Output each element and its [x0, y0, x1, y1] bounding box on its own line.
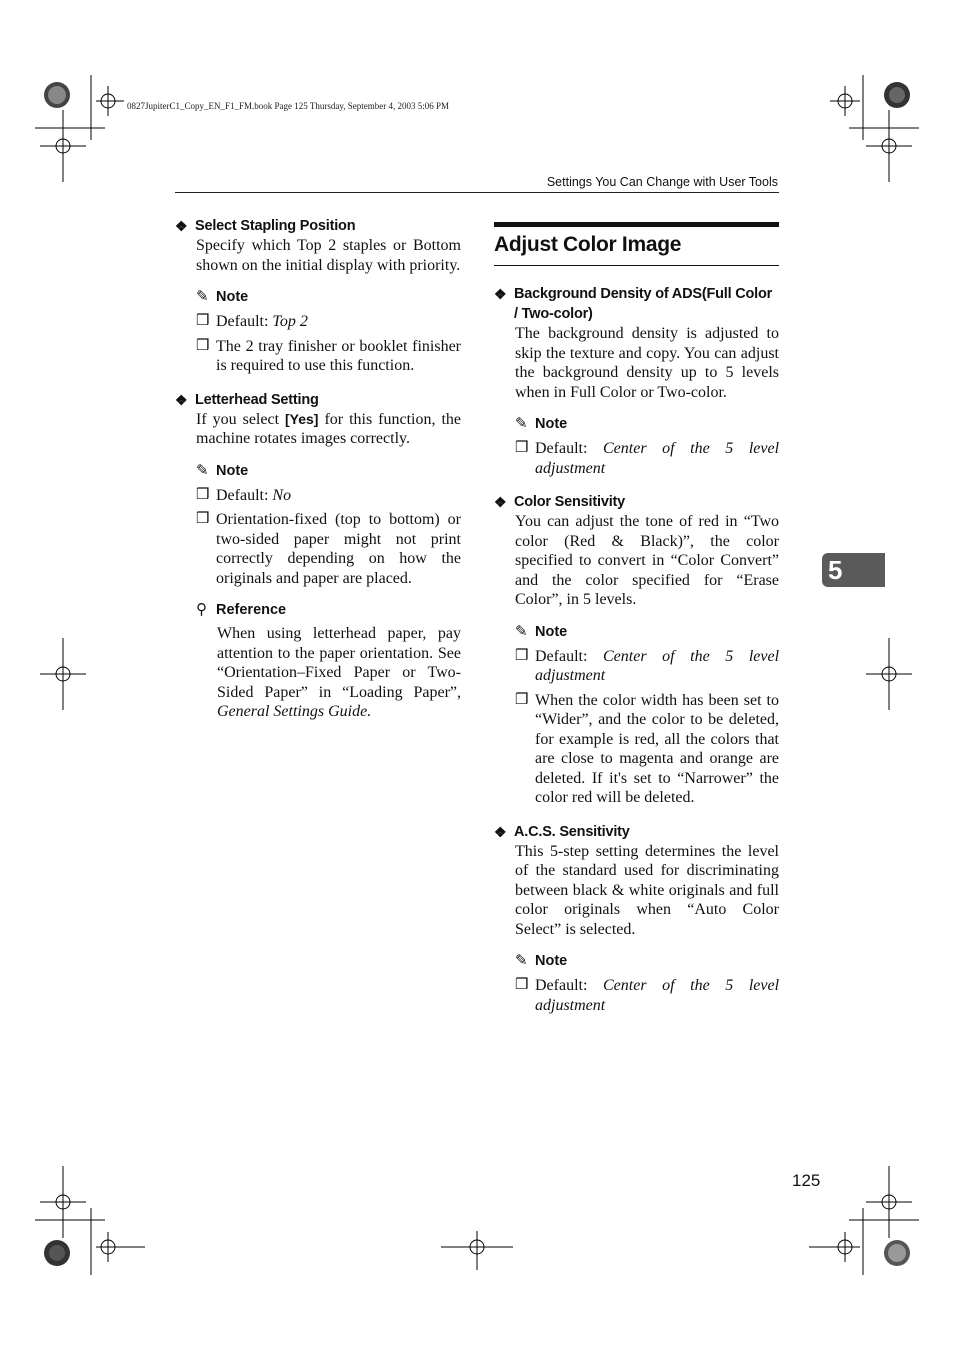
- note-bullet: [196, 486, 461, 506]
- diamond-bullet-icon: ❖: [494, 494, 507, 510]
- checkbox-bullet-icon: ❒: [515, 647, 529, 664]
- item-body: The background density is adjusted to skip the texture and copy. You can adjust the background density up to 5 levels when in Full Color or Two-color.: [515, 325, 779, 401]
- reference-text: When using letterhead paper, pay attention to the paper orientation. See “Orientation–Fixed Paper or Two-Sided Paper” in “Loading Paper”, General Settings Guide.: [217, 625, 461, 720]
- chapter-tab: 5: [822, 553, 885, 587]
- item-title: Background Density of ADS(Full Color / Two-color): [514, 286, 773, 322]
- pencil-note-icon: ✎: [515, 622, 528, 640]
- note-bullet: [515, 647, 779, 686]
- header-rule: [175, 192, 779, 193]
- running-header: Settings You Can Change with User Tools: [546, 175, 778, 189]
- note-bullet: [196, 337, 461, 376]
- note-block: [515, 951, 779, 1015]
- diamond-bullet-icon: ❖: [494, 286, 507, 302]
- file-metadata: 0827JupiterC1_Copy_EN_F1_FM.book Page 125 Thursday, September 4, 2003 5:06 PM: [127, 101, 449, 111]
- note-label: Note: [216, 289, 249, 305]
- reference-block: [196, 600, 461, 722]
- color-sensitivity-item: [494, 492, 779, 808]
- note-prefix: Default:: [535, 440, 603, 457]
- section-heading: [494, 222, 779, 266]
- note-block: [515, 414, 779, 478]
- item-title: Letterhead Setting: [195, 391, 319, 408]
- note-block: [196, 461, 461, 589]
- item-title: Select Stapling Position: [195, 218, 356, 234]
- default-value: Center of the 5 level adjustment: [535, 977, 780, 1014]
- yes-key-reference: [Yes]: [285, 410, 319, 427]
- pencil-note-icon: ✎: [196, 288, 209, 305]
- diamond-bullet-icon: ❖: [494, 823, 507, 840]
- note-prefix: Default:: [535, 977, 603, 994]
- note-prefix: Default:: [216, 486, 273, 504]
- pencil-note-icon: ✎: [515, 415, 528, 432]
- diamond-bullet-icon: ❖: [175, 218, 188, 234]
- note-label: Note: [535, 416, 568, 432]
- note-bullet: [196, 312, 461, 332]
- note-text: Orientation-fixed (top to bottom) or two-sided paper might not print correctly depending on how the originals and paper are placed.: [216, 511, 461, 587]
- item-body: Specify which Top 2 staples or Bottom shown on the initial display with priority.: [196, 237, 461, 274]
- checkbox-bullet-icon: ❒: [196, 486, 210, 503]
- default-value: No: [272, 486, 292, 504]
- default-value: Center of the 5 level adjustment: [535, 647, 780, 684]
- diamond-bullet-icon: ❖: [175, 391, 188, 408]
- item-body: You can adjust the tone of red in “Two color (Red & Black)”, the color specified to convert in “Color Convert” and the color specified for “Erase Color”, in 5 levels.: [515, 513, 779, 608]
- guide-title: General Settings Guide.: [217, 703, 372, 720]
- select-stapling-position-item: [175, 216, 461, 376]
- magnifier-reference-icon: ⚲: [196, 601, 207, 618]
- note-block: [196, 287, 461, 376]
- note-bullet: [515, 691, 779, 808]
- note-text: The 2 tray finisher or booklet finisher is required to use this function.: [216, 337, 461, 374]
- default-value: Top 2: [272, 313, 308, 330]
- page-number: 125: [792, 1171, 821, 1190]
- pencil-note-icon: ✎: [515, 952, 528, 969]
- note-block: [515, 622, 779, 808]
- default-value: Center of the 5 level adjustment: [535, 440, 780, 477]
- pencil-note-icon: ✎: [196, 461, 209, 479]
- checkbox-bullet-icon: ❒: [196, 511, 210, 527]
- note-bullet: [515, 439, 779, 478]
- note-prefix: Default:: [535, 647, 603, 665]
- note-prefix: Default:: [216, 313, 273, 330]
- note-label: Note: [535, 953, 568, 969]
- left-column: [175, 216, 461, 736]
- checkbox-bullet-icon: ❒: [196, 313, 210, 329]
- item-body: This 5-step setting determines the level of the standard used for discriminating between black & white originals and full color originals when “Auto Color Select” is selected.: [515, 842, 779, 938]
- right-column: [494, 222, 779, 1029]
- item-title: A.C.S. Sensitivity: [514, 823, 630, 840]
- checkbox-bullet-icon: ❒: [196, 337, 210, 354]
- reference-label: Reference: [216, 602, 287, 618]
- checkbox-bullet-icon: ❒: [515, 691, 529, 708]
- checkbox-bullet-icon: ❒: [515, 440, 529, 456]
- note-label: Note: [535, 623, 568, 640]
- section-title: Adjust Color Image: [494, 233, 682, 256]
- note-bullet: [196, 510, 461, 588]
- item-title: Color Sensitivity: [514, 494, 626, 510]
- item-body: If you select [Yes] for this function, the machine rotates images correctly.: [196, 410, 462, 447]
- note-text: When the color width has been set to “Wider”, and the color to be deleted, for example is red, all the colors that are close to magenta and orange are deleted. If it's set to “Narrower” the color red will be deleted.: [535, 691, 779, 806]
- note-label: Note: [216, 462, 249, 479]
- letterhead-setting-item: [175, 390, 461, 722]
- acs-sensitivity-item: [494, 822, 779, 1016]
- background-density-item: [494, 284, 779, 478]
- checkbox-bullet-icon: ❒: [515, 977, 529, 993]
- note-bullet: [515, 976, 779, 1015]
